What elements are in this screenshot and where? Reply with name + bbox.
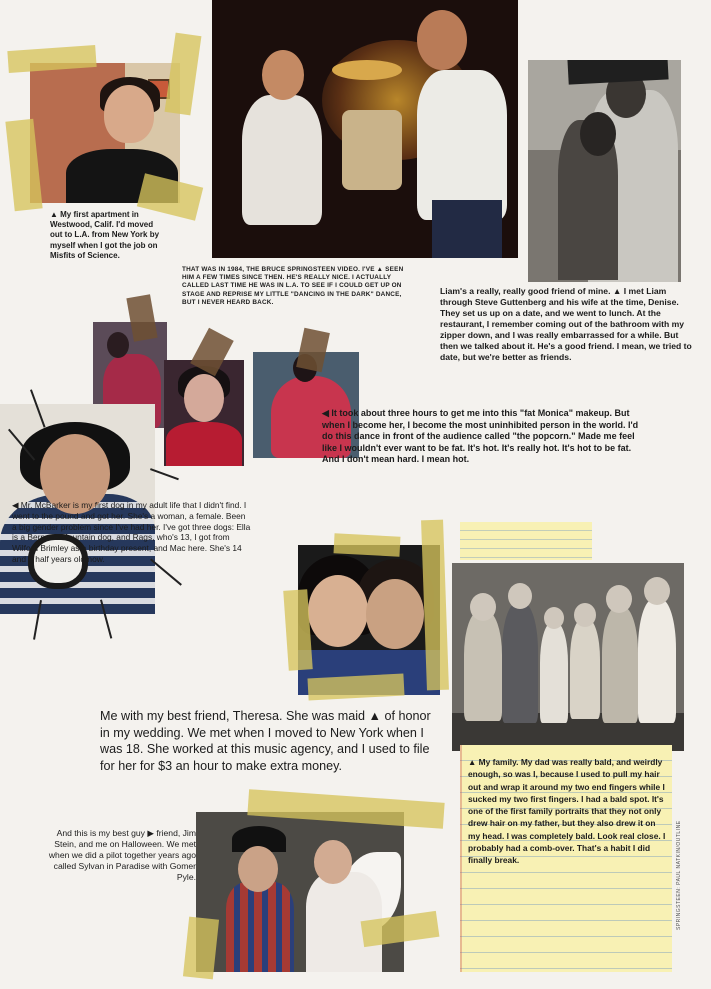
photo-credit: SPRINGSTEEN: PAUL NATKIN/OUTLINE [676, 820, 682, 930]
caption-first-apartment: ▲ My first apartment in Westwood, Calif. I'd moved out to L.A. from New York by myself when I got the job on Misfits of Science. [50, 210, 160, 260]
caption-springsteen: THAT WAS IN 1984, THE BRUCE SPRINGSTEEN VIDEO. I'VE ▲ SEEN HIM A FEW TIMES SINCE THEN. HE'S REALLY NICE. I ACTUALLY CALLED LAST TIME HE WAS IN L.A. TO SEE IF I COULD GET UP ON STAGE AND REPRISE MY LITTLE "DANCING IN THE DARK" DANCE, BUT I NEVER HEARD BACK. [182, 266, 404, 306]
tape [183, 917, 219, 980]
photo-liam [528, 60, 681, 282]
caption-theresa: Me with my best friend, Theresa. She was maid ▲ of honor in my wedding. We met when I moved to New York when I was 18. She worked at this music agency, and I used to file for her for $3 an hour to make extra money. [100, 709, 431, 773]
caption-halloween: And this is my best guy ▶ friend, Jim Stein, and me on Halloween. We met when we did a pilot together years ago called Sylvan in Paradise with Gomer Pyle. [48, 828, 196, 882]
photo-springsteen-concert [212, 0, 518, 258]
photo-fat-monica-2 [164, 360, 244, 466]
notepad-strip [460, 522, 592, 560]
photo-halloween [196, 812, 404, 972]
tape [421, 520, 449, 691]
caption-mr-mcbarker: ◀ Mr. McBarker is my first dog in my adult life that I didn't find. I went to the pound and got her. She's a woman, a female. Been a big gender problem since I've had her. I've got three dogs: Ella is a Bernese Mountain dog, and Rags, who's 13, I got from Wilford Brimley as a birthday present, and Mac here. She's 14 and a half years old now. [12, 500, 251, 564]
caption-fat-monica: ◀ It took about three hours to get me into this "fat Monica" makeup. But when I become her, I become the most uninhibited person in the world. I'd do this dance in front of the audience called "the popcorn." Made me feel like I wouldn't ever want to be fat. It's hot. It's really hot. It's hot to be fat. And I don't mean hard. I mean hot. [322, 408, 639, 465]
photo-theresa [298, 545, 440, 695]
photo-family-portrait [452, 563, 684, 751]
tape [334, 533, 401, 556]
tape [165, 33, 202, 116]
caption-family: ▲ My family. My dad was really bald, and weirdly enough, so was I, because I used to pull my hair out and wrap it around my two end fingers while I sucked my two first fingers. I had a bald spot. It's one of the first family portraits that they not only drew hair on my father, but they also drew it on my head. I was completely bald. Look real close. I probably had a comb-over. That's a habit I did finally break. [468, 757, 666, 866]
caption-liam: Liam's a really, really good friend of mine. ▲ I met Liam through Steve Guttenberg and his wife at the time, Denise. They set us up on a date, and we went to lunch. At the restaurant, I remember coming out of the bathroom with my zipper down, and I was really embarrassed for a while. But then we talked about it. He's a good friend. I mean, we tried to date, but we're better as friends. [440, 286, 692, 362]
tape [307, 674, 404, 701]
